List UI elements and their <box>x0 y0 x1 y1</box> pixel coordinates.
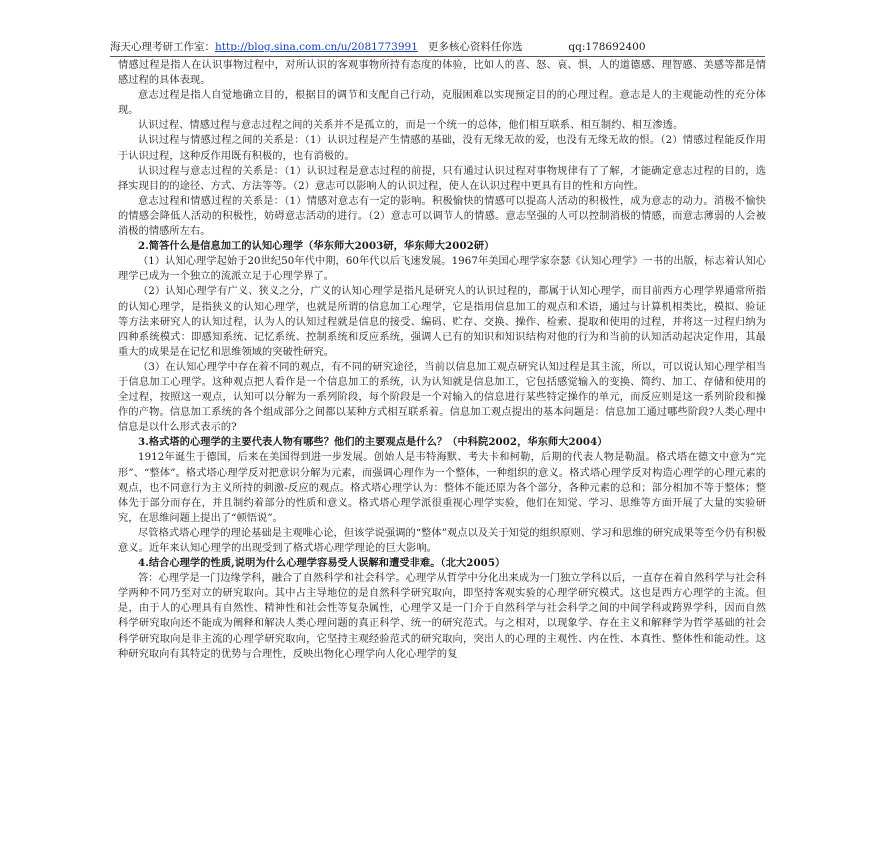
paragraph: （1）认知心理学起始于20世纪50年代中期，60年代以后飞速发展。1967年美国心理学家奈瑟《认知心理学》一书的出版，标志着认知心理学已成为一个独立的流派立足于心理学界了。 <box>118 256 766 283</box>
paragraph: （2）认知心理学有广义、狭义之分，广义的认知心理学是指凡是研究人的认识过程的，都属于认知心理学，而目前西方心理学界通常所指的认知心理学，是指狭义的认知心理学，也就是所谓的信息加工心理学，它是指用信息加工的观点和术语，通过与计算机相类比，模拟、验证等方法来研究人的认知过程，认为人的认知过程就是信息的接受、编码、贮存、交换、操作、检索、提取和使用的过程，并将这一过程归纳为四种系统模式：即感知系统、记忆系统、控制系统和反应系统，强调人已有的知识和知识结构对他的行为和当前的认知活动起决定作用，其最重大的成果是在记忆和思维领域的突破性研究。 <box>118 286 766 358</box>
paragraph: 认识过程、情感过程与意志过程之间的关系并不是孤立的，而是一个统一的总体，他们相互联系、相互制约、相互渗透。 <box>138 120 684 132</box>
page-header <box>110 40 790 54</box>
paragraph: 情感过程是指人在认识事物过程中，对所认识的客观事物所持有态度的体验，比如人的喜、怒、哀、惧，人的道德感、理智感、美感等都是情感过程的具体表现。 <box>118 60 766 87</box>
header-slogan: 更多核心资料任你选 <box>427 41 523 53</box>
question-heading: 3.格式塔的心理学的主要代表人物有哪些？他们的主要观点是什么？（中科院2002，华东师大2004） <box>138 436 608 449</box>
paragraph: 意志过程和情感过程的关系是：（1）情感对意志有一定的影响。积极愉快的情感可以提高人活动的积极性，成为意志的动力。消极不愉快的情感会降低人活动的积极性，妨碍意志活动的进行。（2）意志可以调节人的情感。意志坚强的人可以控制消极的情感，而意志薄弱的人会被消极的情感所左右。 <box>118 195 766 238</box>
paragraph: 1912年诞生于德国，后来在美国得到进一步发展。创始人是韦特海默、考夫卡和柯勒，后期的代表人物是勒温。格式塔在德文中意为“完形”、“整体”。格式塔心理学反对把意识分解为元素，而强调心理作为一个整体，一种组织的意义。格式塔心理学反对构造心理学的心理元素的观点，也不同意行为主义所持的刺激-反应的观点。格式塔心理学认为：整体不能还原为各个部分，各种元素的总和；部分相加不等于整体；整体先于部分而存在，并且制约着部分的性质和意义。格式塔心理学派很重视心理学实验，他们在知觉、学习、思维等方面开展了大量的实验研究，在思维问题上提出了“顿悟说”。 <box>118 452 766 524</box>
paragraph: 答：心理学是一门边缘学科，融合了自然科学和社会科学。心理学从哲学中分化出来成为一门独立学科以后，一直存在着自然科学与社会科学两种不同乃至对立的研究取向。其中占主导地位的是自然科学研究取向，即坚持客观实验的心理学研究模式。这也是西方心理学的主流。但是，由于人的心理具有自然性、精神性和社会性等复杂属性，心理学又是一门介于自然科学与社会科学之间的中间学科或跨界学科，因而自然科学研究取向还不能成为阐释和解决人类心理问题的真正科学、统一的研究范式。与之相对，以现象学、存在主义和解释学为哲学基础的社会科学研究取向是非主流的心理学研究取向，它坚持主观经验范式的研究取向，突出人的心理的主观性、内在性、本真性、整体性和能动性。这种研究取向有其特定的优势与合理性，反映出物化心理学向人化心理学的复 <box>118 573 766 660</box>
paragraph: 认识过程与情感过程之间的关系是：（1）认识过程是产生情感的基础，没有无缘无故的爱，也没有无缘无故的恨。（2）情感过程能反作用于认识过程，这种反作用既有积极的，也有消极的。 <box>118 135 766 162</box>
paragraph: （3）在认知心理学中存在着不同的观点，有不同的研究途径，当前以信息加工观点研究认知过程是其主流，所以，可以说认知心理学相当于信息加工心理学。这种观点把人看作是一个信息加工的系统，认为认知就是信息加工，它包括感觉输入的变换、简约、加工、存储和使用的全过程，按照这一观点，认知可以分解为一系列阶段，每个阶段是一个对输入的信息进行某些特定操作的单元，而反应则是这一系列阶段和操作的产物。信息加工系统的各个组成部分之间都以某种方式相互联系着。信息加工观点提出的基本问题是：信息加工通过哪些阶段?人类心理中信息是以什么形式表示的? <box>118 361 766 434</box>
header-studio: 海天心理考研工作室： <box>110 41 215 53</box>
question-heading: 4.结合心理学的性质,说明为什么心理学容易受人误解和遭受非难。（北大2005） <box>138 557 506 570</box>
document-body <box>118 58 766 662</box>
paragraph: 意志过程是指人自觉地确立目的，根据目的调节和支配自己行动，克服困难以实现预定目的的心理过程。意志是人的主观能动性的充分体现。 <box>118 90 766 117</box>
paragraph: 尽管格式塔心理学的理论基础是主观唯心论，但该学说强调的“整体”观点以及关于知觉的组织原则、学习和思维的研究成果等至今仍有积极意义。近年来认知心理学的出现受到了格式塔心理学理论的巨大影响。 <box>118 527 766 554</box>
paragraph: 认识过程与意志过程的关系是：（1）认识过程是意志过程的前提，只有通过认识过程对事物规律有了了解，才能确定意志过程的目的，选择实现目的的途径、方式、方法等等。（2）意志可以影响人的认识过程，使人在认识过程中更具有目的性和方向性。 <box>118 165 766 192</box>
header-qq: qq:178692400 <box>568 41 646 53</box>
header-divider <box>110 56 765 57</box>
header-blog-link[interactable]: http://blog.sina.com.cn/u/2081773991 <box>215 41 418 53</box>
question-heading: 2.简答什么是信息加工的认知心理学（华东师大2003研，华东师大2002研） <box>138 240 495 253</box>
